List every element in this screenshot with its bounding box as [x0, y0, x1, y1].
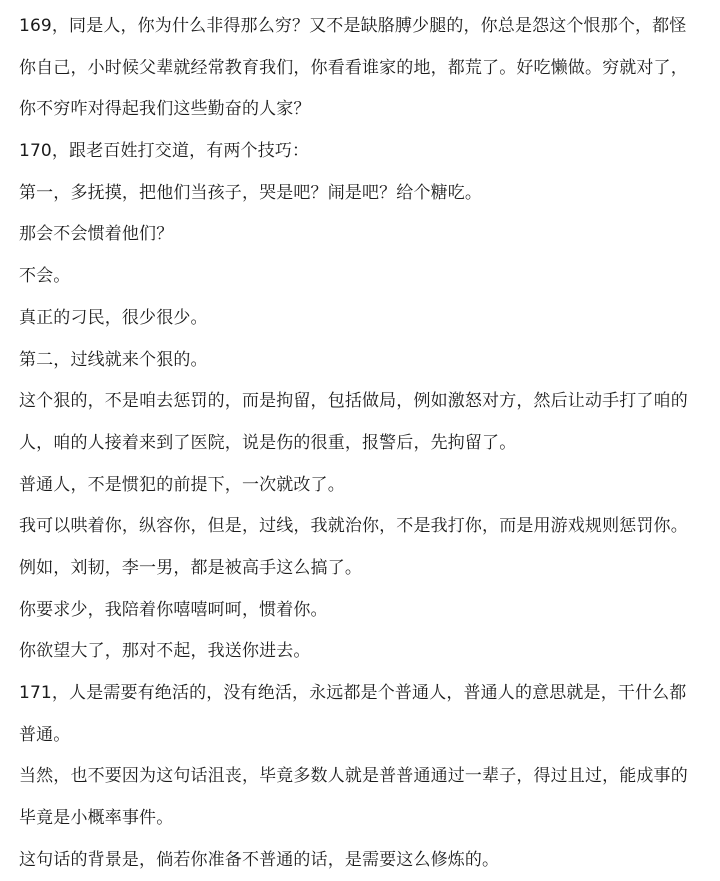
text-line-171-a: 171，人是需要有绝活的，没有绝活，永远都是个普通人，普通人的意思就是，干什么都 [19, 683, 687, 703]
text-line-170-second: 第二，过线就来个狠的。 [19, 349, 208, 370]
text-line-171-b: 普通。 [19, 724, 71, 745]
text-line-170-ordinary: 普通人，不是惯犯的前提下，一次就改了。 [19, 474, 345, 495]
text-line-170-first: 第一，多抚摸，把他们当孩子，哭是吧？闹是吧？给个糖吃。 [19, 182, 483, 203]
text-line-170-big-desire: 你欲望大了，那对不起，我送你进去。 [19, 641, 311, 662]
text-line-170-question: 那会不会惯着他们？ [19, 224, 174, 245]
text-line-170-example: 例如，刘韧，李一男，都是被高手这么搞了。 [19, 557, 362, 578]
text-line-171-c: 当然，也不要因为这句话沮丧，毕竟多数人就是普普通通过一辈子，得过且过，能成事的 [19, 766, 688, 787]
text-line-169-b: 你自己，小时候父辈就经常教育我们，你看看谁家的地，都荒了。好吃懒做。穷就对了， [19, 57, 688, 78]
text-line-170-rules: 我可以哄着你，纵容你，但是，过线，我就治你，不是我打你，而是用游戏规则惩罚你。 [19, 516, 688, 537]
text-line-170-heading: 170，跟老百姓打交道，有两个技巧： [19, 141, 310, 162]
text-line-169-a: 169，同是人，你为什么非得那么穷？又不是缺胳膊少腿的，你总是怨这个恨那个，都怪 [19, 16, 687, 36]
text-line-171-e: 这句话的背景是，倘若你准备不普通的话，是需要这么修炼的。 [19, 849, 500, 870]
text-line-170-detail-b: 人，咱的人接着来到了医院，说是伤的很重，报警后，先拘留了。 [19, 432, 517, 453]
text-line-169-c: 你不穷咋对得起我们这些勤奋的人家？ [19, 99, 311, 120]
text-line-170-few-demands: 你要求少，我陪着你嘻嘻呵呵，惯着你。 [19, 599, 328, 620]
text-line-170-detail-a: 这个狠的，不是咱去惩罚的，而是拘留，包括做局，例如激怒对方，然后让动手打了咱的 [19, 391, 688, 412]
text-line-171-d: 毕竟是小概率事件。 [19, 808, 174, 829]
text-line-170-answer: 不会。 [19, 266, 71, 287]
text-line-170-note: 真正的刁民，很少很少。 [19, 307, 208, 328]
